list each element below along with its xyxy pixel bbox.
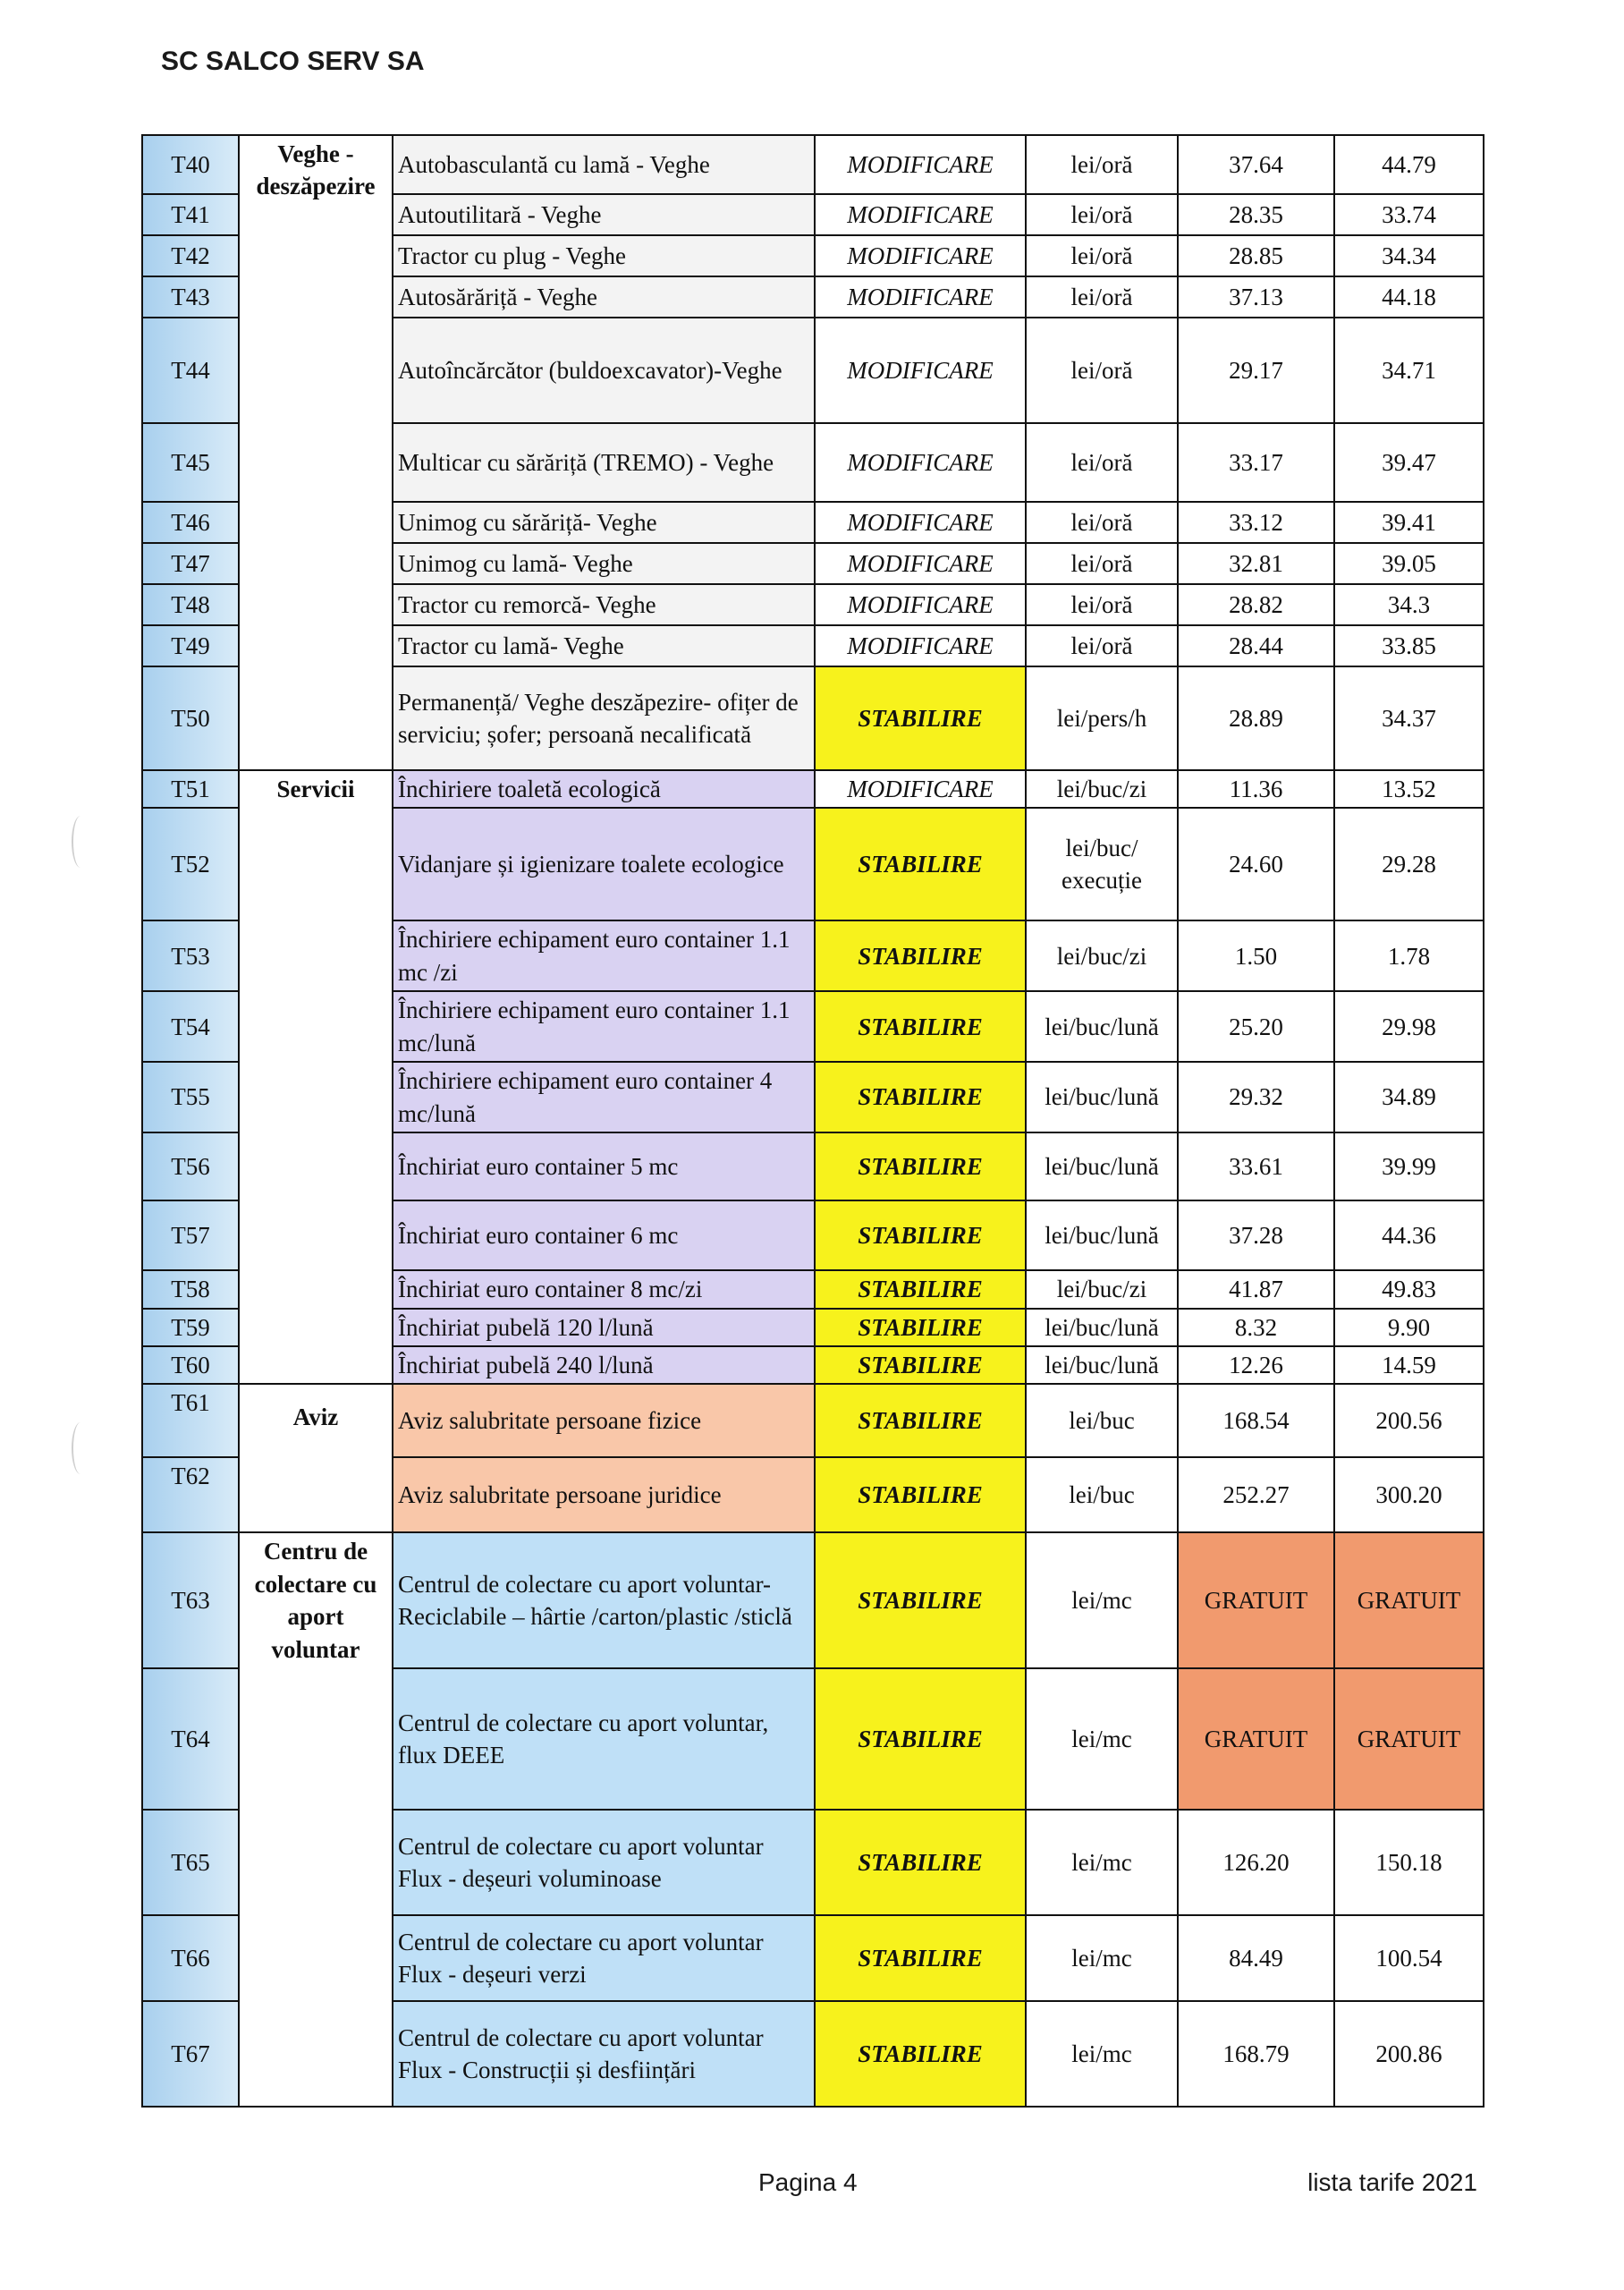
value-with-vat-cell: 34.37 bbox=[1334, 666, 1484, 770]
tariff-code: T48 bbox=[142, 584, 239, 625]
unit-cell: lei/oră bbox=[1026, 318, 1178, 423]
tariff-description: Închiriat euro container 5 mc bbox=[393, 1132, 815, 1200]
tariff-description: Autoutilitară - Veghe bbox=[393, 194, 815, 235]
tariff-description: Aviz salubritate persoane juridice bbox=[393, 1457, 815, 1532]
table-row bbox=[142, 1384, 1484, 1457]
unit-cell: lei/oră bbox=[1026, 135, 1178, 194]
action-cell: STABILIRE bbox=[815, 1915, 1026, 2001]
unit-cell: lei/buc/zi bbox=[1026, 1270, 1178, 1308]
value-with-vat-cell: 33.74 bbox=[1334, 194, 1484, 235]
tariff-code: T52 bbox=[142, 808, 239, 920]
unit-cell: lei/buc bbox=[1026, 1457, 1178, 1532]
tariff-code: T65 bbox=[142, 1810, 239, 1915]
unit-cell: lei/buc/zi bbox=[1026, 920, 1178, 991]
value-with-vat-cell: 100.54 bbox=[1334, 1915, 1484, 2001]
unit-cell: lei/buc/lună bbox=[1026, 1062, 1178, 1132]
tariff-description: Vidanjare și igienizare toalete ecologice bbox=[393, 808, 815, 920]
tariff-description: Autoîncărcător (buldoexcavator)-Veghe bbox=[393, 318, 815, 423]
action-cell: MODIFICARE bbox=[815, 318, 1026, 423]
unit-cell: lei/mc bbox=[1026, 1810, 1178, 1915]
action-cell: MODIFICARE bbox=[815, 235, 1026, 276]
action-cell: STABILIRE bbox=[815, 2001, 1026, 2107]
value-with-vat-cell: 49.83 bbox=[1334, 1270, 1484, 1308]
tariff-code: T53 bbox=[142, 920, 239, 991]
value-with-vat-cell: 44.79 bbox=[1334, 135, 1484, 194]
value-cell: 33.12 bbox=[1178, 502, 1334, 543]
action-cell: STABILIRE bbox=[815, 1384, 1026, 1457]
tariff-description: Închiriat euro container 6 mc bbox=[393, 1200, 815, 1270]
tariff-code: T41 bbox=[142, 194, 239, 235]
tariff-code: T51 bbox=[142, 770, 239, 808]
value-with-vat-cell: 34.89 bbox=[1334, 1062, 1484, 1132]
tariff-code: T49 bbox=[142, 625, 239, 666]
value-cell: 33.61 bbox=[1178, 1132, 1334, 1200]
value-cell: 29.17 bbox=[1178, 318, 1334, 423]
value-cell: 28.82 bbox=[1178, 584, 1334, 625]
unit-cell: lei/buc/lună bbox=[1026, 1346, 1178, 1384]
action-cell: MODIFICARE bbox=[815, 502, 1026, 543]
unit-cell: lei/oră bbox=[1026, 235, 1178, 276]
tariff-description: Închiriere toaletă ecologică bbox=[393, 770, 815, 808]
category-cell: Centru de colectare cu aport voluntar bbox=[239, 1532, 393, 2107]
unit-cell: lei/buc/ execuție bbox=[1026, 808, 1178, 920]
document-footer-title: lista tarife 2021 bbox=[1307, 2168, 1477, 2196]
action-cell: MODIFICARE bbox=[815, 584, 1026, 625]
tariff-code: T55 bbox=[142, 1062, 239, 1132]
scan-hole-mark bbox=[72, 816, 89, 868]
tariff-description: Centrul de colectare cu aport voluntar Flux - deșeuri verzi bbox=[393, 1915, 815, 2001]
value-cell: 41.87 bbox=[1178, 1270, 1334, 1308]
scan-hole-mark bbox=[72, 1422, 89, 1474]
tariff-description: Închiriere echipament euro container 1.1 mc/lună bbox=[393, 991, 815, 1062]
value-cell: 25.20 bbox=[1178, 991, 1334, 1062]
action-cell: STABILIRE bbox=[815, 920, 1026, 991]
value-with-vat-cell: GRATUIT bbox=[1334, 1532, 1484, 1668]
action-cell: MODIFICARE bbox=[815, 625, 1026, 666]
action-cell: MODIFICARE bbox=[815, 194, 1026, 235]
category-cell: Veghe - deszăpezire bbox=[239, 135, 393, 770]
tariff-code: T42 bbox=[142, 235, 239, 276]
value-with-vat-cell: 34.71 bbox=[1334, 318, 1484, 423]
tariff-code: T63 bbox=[142, 1532, 239, 1668]
value-cell: 37.28 bbox=[1178, 1200, 1334, 1270]
action-cell: STABILIRE bbox=[815, 1132, 1026, 1200]
action-cell: STABILIRE bbox=[815, 1062, 1026, 1132]
action-cell: STABILIRE bbox=[815, 1200, 1026, 1270]
value-cell: 126.20 bbox=[1178, 1810, 1334, 1915]
tariff-description: Unimog cu lamă- Veghe bbox=[393, 543, 815, 584]
table-row bbox=[142, 1532, 1484, 1668]
tariff-code: T50 bbox=[142, 666, 239, 770]
unit-cell: lei/oră bbox=[1026, 584, 1178, 625]
unit-cell: lei/mc bbox=[1026, 2001, 1178, 2107]
tariff-description: Unimog cu sărăriță- Veghe bbox=[393, 502, 815, 543]
action-cell: STABILIRE bbox=[815, 991, 1026, 1062]
value-cell: 252.27 bbox=[1178, 1457, 1334, 1532]
value-cell: 168.54 bbox=[1178, 1384, 1334, 1457]
action-cell: MODIFICARE bbox=[815, 135, 1026, 194]
tariff-description: Închiriat pubelă 240 l/lună bbox=[393, 1346, 815, 1384]
tariff-description: Tractor cu plug - Veghe bbox=[393, 235, 815, 276]
unit-cell: lei/buc bbox=[1026, 1384, 1178, 1457]
value-with-vat-cell: 29.28 bbox=[1334, 808, 1484, 920]
tariff-description: Centrul de colectare cu aport voluntar Flux - Construcții și desființări bbox=[393, 2001, 815, 2107]
tariff-code: T59 bbox=[142, 1309, 239, 1346]
action-cell: MODIFICARE bbox=[815, 423, 1026, 502]
action-cell: STABILIRE bbox=[815, 1668, 1026, 1810]
value-with-vat-cell: 39.99 bbox=[1334, 1132, 1484, 1200]
value-with-vat-cell: 34.3 bbox=[1334, 584, 1484, 625]
value-with-vat-cell: 200.56 bbox=[1334, 1384, 1484, 1457]
tariff-description: Tractor cu lamă- Veghe bbox=[393, 625, 815, 666]
value-cell: 33.17 bbox=[1178, 423, 1334, 502]
value-with-vat-cell: 13.52 bbox=[1334, 770, 1484, 808]
table-row bbox=[142, 135, 1484, 194]
action-cell: STABILIRE bbox=[815, 1309, 1026, 1346]
unit-cell: lei/buc/lună bbox=[1026, 1132, 1178, 1200]
value-with-vat-cell: 39.41 bbox=[1334, 502, 1484, 543]
action-cell: MODIFICARE bbox=[815, 770, 1026, 808]
value-cell: GRATUIT bbox=[1178, 1532, 1334, 1668]
value-cell: 168.79 bbox=[1178, 2001, 1334, 2107]
tariff-description: Centrul de colectare cu aport voluntar, flux DEEE bbox=[393, 1668, 815, 1810]
value-cell: 28.44 bbox=[1178, 625, 1334, 666]
value-with-vat-cell: 33.85 bbox=[1334, 625, 1484, 666]
tariff-code: T67 bbox=[142, 2001, 239, 2107]
value-cell: 8.32 bbox=[1178, 1309, 1334, 1346]
value-with-vat-cell: 1.78 bbox=[1334, 920, 1484, 991]
action-cell: STABILIRE bbox=[815, 1457, 1026, 1532]
tariff-code: T64 bbox=[142, 1668, 239, 1810]
unit-cell: lei/mc bbox=[1026, 1915, 1178, 2001]
unit-cell: lei/oră bbox=[1026, 625, 1178, 666]
tariff-code: T47 bbox=[142, 543, 239, 584]
tariff-code: T62 bbox=[142, 1457, 239, 1532]
category-cell: Servicii bbox=[239, 770, 393, 1384]
unit-cell: lei/mc bbox=[1026, 1532, 1178, 1668]
tariff-code: T54 bbox=[142, 991, 239, 1062]
unit-cell: lei/oră bbox=[1026, 423, 1178, 502]
action-cell: MODIFICARE bbox=[815, 543, 1026, 584]
unit-cell: lei/oră bbox=[1026, 502, 1178, 543]
value-with-vat-cell: 300.20 bbox=[1334, 1457, 1484, 1532]
unit-cell: lei/pers/h bbox=[1026, 666, 1178, 770]
value-with-vat-cell: 44.18 bbox=[1334, 276, 1484, 318]
unit-cell: lei/mc bbox=[1026, 1668, 1178, 1810]
unit-cell: lei/buc/lună bbox=[1026, 991, 1178, 1062]
value-cell: 32.81 bbox=[1178, 543, 1334, 584]
unit-cell: lei/oră bbox=[1026, 194, 1178, 235]
company-header: SC SALCO SERV SA bbox=[161, 47, 425, 76]
unit-cell: lei/buc/lună bbox=[1026, 1200, 1178, 1270]
action-cell: STABILIRE bbox=[815, 1270, 1026, 1308]
value-with-vat-cell: 150.18 bbox=[1334, 1810, 1484, 1915]
value-cell: 1.50 bbox=[1178, 920, 1334, 991]
value-cell: 29.32 bbox=[1178, 1062, 1334, 1132]
tariff-code: T45 bbox=[142, 423, 239, 502]
tariff-description: Închiriat pubelă 120 l/lună bbox=[393, 1309, 815, 1346]
tariff-code: T56 bbox=[142, 1132, 239, 1200]
tariff-description: Aviz salubritate persoane fizice bbox=[393, 1384, 815, 1457]
value-cell: 28.85 bbox=[1178, 235, 1334, 276]
value-cell: 37.13 bbox=[1178, 276, 1334, 318]
value-with-vat-cell: 14.59 bbox=[1334, 1346, 1484, 1384]
tariff-description: Permanență/ Veghe deszăpezire- ofițer de serviciu; șofer; persoană necalificată bbox=[393, 666, 815, 770]
unit-cell: lei/oră bbox=[1026, 543, 1178, 584]
tariff-code: T66 bbox=[142, 1915, 239, 2001]
value-with-vat-cell: 39.05 bbox=[1334, 543, 1484, 584]
value-cell: 28.89 bbox=[1178, 666, 1334, 770]
table-row bbox=[142, 770, 1484, 808]
tariff-code: T61 bbox=[142, 1384, 239, 1457]
value-cell: 28.35 bbox=[1178, 194, 1334, 235]
tariff-description: Tractor cu remorcă- Veghe bbox=[393, 584, 815, 625]
tariff-table bbox=[141, 134, 1484, 2108]
value-with-vat-cell: 34.34 bbox=[1334, 235, 1484, 276]
action-cell: MODIFICARE bbox=[815, 276, 1026, 318]
page-number: Pagina 4 bbox=[758, 2168, 858, 2196]
value-cell: 11.36 bbox=[1178, 770, 1334, 808]
tariff-description: Centrul de colectare cu aport voluntar- Reciclabile – hârtie /carton/plastic /sticlă bbox=[393, 1532, 815, 1668]
unit-cell: lei/buc/zi bbox=[1026, 770, 1178, 808]
value-with-vat-cell: GRATUIT bbox=[1334, 1668, 1484, 1810]
value-cell: GRATUIT bbox=[1178, 1668, 1334, 1810]
action-cell: STABILIRE bbox=[815, 1532, 1026, 1668]
value-cell: 24.60 bbox=[1178, 808, 1334, 920]
tariff-code: T40 bbox=[142, 135, 239, 194]
action-cell: STABILIRE bbox=[815, 1346, 1026, 1384]
action-cell: STABILIRE bbox=[815, 666, 1026, 770]
tariff-code: T44 bbox=[142, 318, 239, 423]
tariff-description: Închiriere echipament euro container 4 mc/lună bbox=[393, 1062, 815, 1132]
value-cell: 84.49 bbox=[1178, 1915, 1334, 2001]
unit-cell: lei/oră bbox=[1026, 276, 1178, 318]
tariff-code: T58 bbox=[142, 1270, 239, 1308]
value-cell: 37.64 bbox=[1178, 135, 1334, 194]
value-cell: 12.26 bbox=[1178, 1346, 1334, 1384]
unit-cell: lei/buc/lună bbox=[1026, 1309, 1178, 1346]
tariff-description: Autobasculantă cu lamă - Veghe bbox=[393, 135, 815, 194]
value-with-vat-cell: 29.98 bbox=[1334, 991, 1484, 1062]
tariff-code: T46 bbox=[142, 502, 239, 543]
tariff-code: T43 bbox=[142, 276, 239, 318]
tariff-code: T60 bbox=[142, 1346, 239, 1384]
action-cell: STABILIRE bbox=[815, 808, 1026, 920]
tariff-description: Închiriere echipament euro container 1.1 mc /zi bbox=[393, 920, 815, 991]
tariff-description: Multicar cu sărăriță (TREMO) - Veghe bbox=[393, 423, 815, 502]
tariff-description: Închiriat euro container 8 mc/zi bbox=[393, 1270, 815, 1308]
value-with-vat-cell: 44.36 bbox=[1334, 1200, 1484, 1270]
value-with-vat-cell: 9.90 bbox=[1334, 1309, 1484, 1346]
tariff-description: Centrul de colectare cu aport voluntar Flux - deșeuri voluminoase bbox=[393, 1810, 815, 1915]
action-cell: STABILIRE bbox=[815, 1810, 1026, 1915]
category-cell: Aviz bbox=[239, 1384, 393, 1532]
value-with-vat-cell: 39.47 bbox=[1334, 423, 1484, 502]
tariff-code: T57 bbox=[142, 1200, 239, 1270]
value-with-vat-cell: 200.86 bbox=[1334, 2001, 1484, 2107]
tariff-description: Autosărăriță - Veghe bbox=[393, 276, 815, 318]
